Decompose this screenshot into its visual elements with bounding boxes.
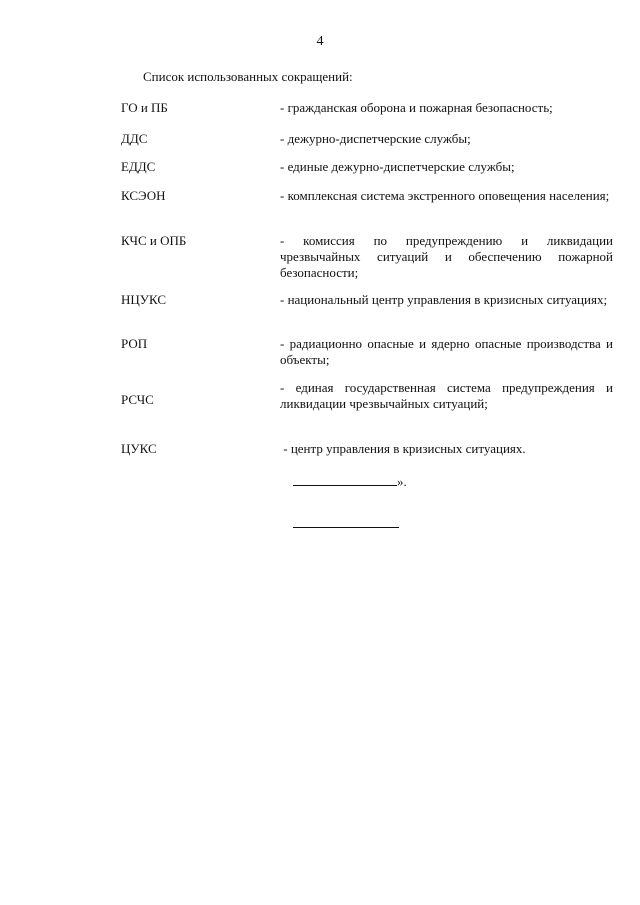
signature-line	[293, 516, 399, 532]
def-rop: - радиационно опасные и ядерно опасные производства и объекты;	[280, 336, 613, 367]
abbr-ntsuks: НЦУКС	[121, 292, 166, 307]
def-go-pb: - гражданская оборона и пожарная безопасность;	[280, 100, 553, 115]
closing-mark: ».	[397, 474, 407, 489]
abbr-kchs-opb: КЧС и ОПБ	[121, 233, 187, 248]
def-kchs-opb: - комиссия по предупреждению и ликвидации чрезвычайных ситуаций и обеспечению пожарной безопасности;	[280, 233, 613, 280]
def-kseon: - комплексная система экстренного оповещения населения;	[280, 188, 610, 203]
abbr-go-pb: ГО и ПБ	[121, 100, 168, 115]
abbr-rschs: РСЧС	[121, 392, 154, 407]
def-rschs: - единая государственная система предупреждения и ликвидации чрезвычайных ситуаций;	[280, 380, 613, 411]
closing-line	[293, 474, 407, 490]
def-ntsuks: - национальный центр управления в кризисных ситуациях;	[280, 292, 608, 307]
def-tsuks: - центр управления в кризисных ситуациях.	[280, 441, 526, 456]
abbr-edds: ЕДДС	[121, 159, 156, 174]
page-number: 4	[316, 34, 324, 49]
abbr-dds: ДДС	[121, 131, 148, 146]
blank-underline	[293, 474, 397, 486]
def-edds: - единые дежурно-диспетчерские службы;	[280, 159, 515, 174]
list-title: Список использованных сокращений:	[143, 69, 353, 84]
abbr-tsuks: ЦУКС	[121, 441, 157, 456]
abbr-rop: РОП	[121, 336, 148, 351]
abbr-kseon: КСЭОН	[121, 188, 166, 203]
def-dds: - дежурно-диспетчерские службы;	[280, 131, 471, 146]
signature-underline	[293, 516, 399, 528]
